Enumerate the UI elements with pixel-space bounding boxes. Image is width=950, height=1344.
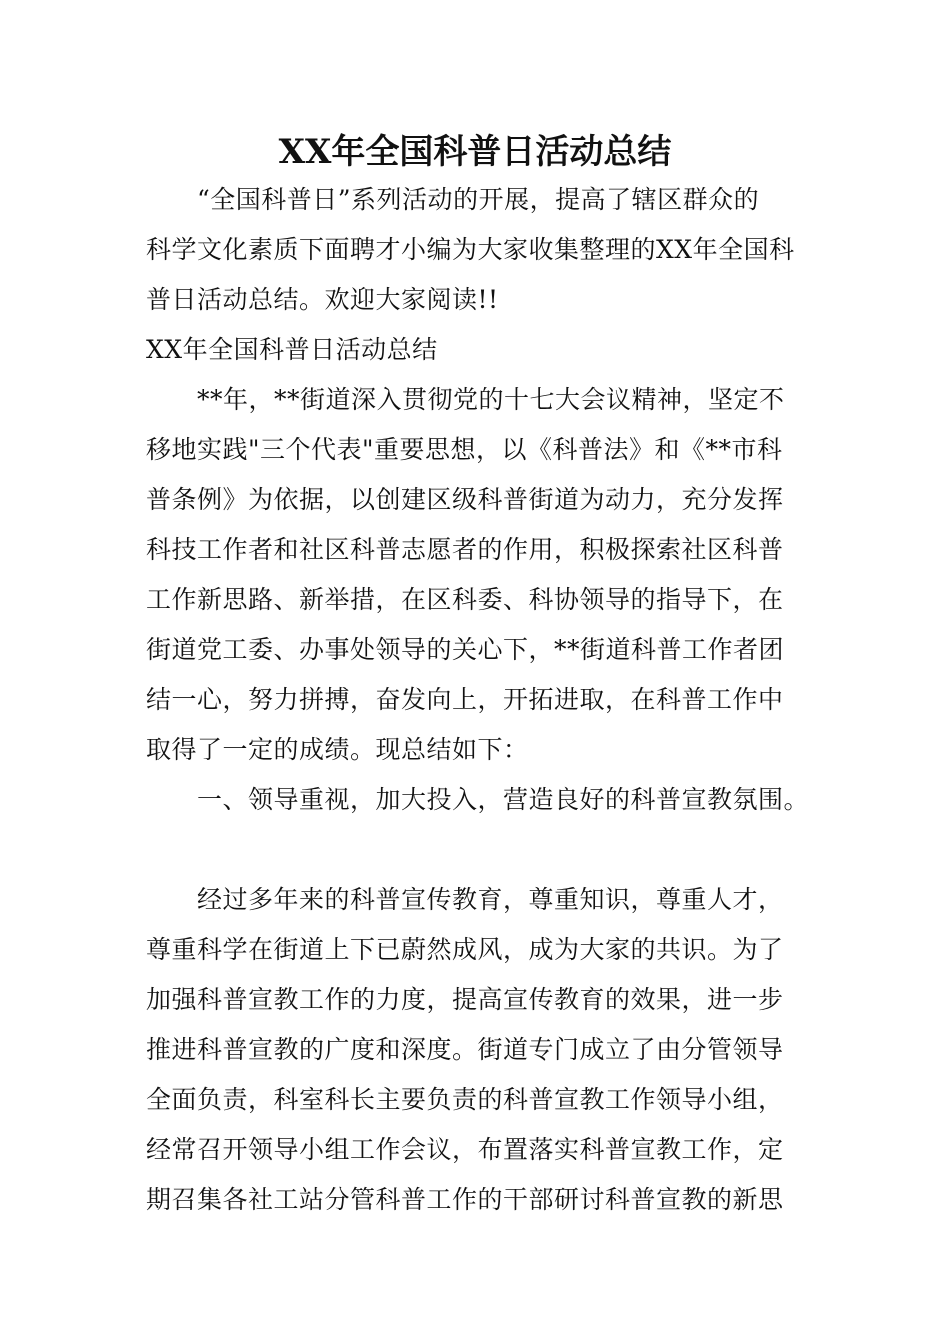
text-line: 经常召开领导小组工作会议，布置落实科普宣教工作，定: [146, 1135, 784, 1164]
text-line: 推进科普宣教的广度和深度。街道专门成立了由分管领导: [146, 1035, 784, 1064]
text-line: 结一心，努力拼搏，奋发向上，开拓进取，在科普工作中: [146, 685, 784, 714]
text-line: 全面负责，科室科长主要负责的科普宣教工作领导小组，: [146, 1085, 784, 1114]
text-line: 加强科普宣教工作的力度，提高宣传教育的效果，进一步: [146, 985, 784, 1014]
text-line: 工作新思路、新举措，在区科委、科协领导的指导下，在: [146, 585, 784, 614]
text-line: 普条例》为依据，以创建区级科普街道为动力，充分发挥: [146, 485, 784, 514]
text-line: 取得了一定的成绩。现总结如下：: [146, 735, 529, 764]
text-line: 移地实践"三个代表"重要思想，以《科普法》和《**市科: [146, 435, 783, 464]
text-line: 期召集各社工站分管科普工作的干部研讨科普宣教的新思: [146, 1185, 784, 1214]
text-line: 科学文化素质下面聘才小编为大家收集整理的XX年全国科: [146, 235, 795, 264]
text-line: 尊重科学在街道上下已蔚然成风，成为大家的共识。为了: [146, 935, 784, 964]
text-line: **年，**街道深入贯彻党的十七大会议精神，坚定不: [146, 385, 785, 414]
text-line: 普日活动总结。欢迎大家阅读!!: [146, 285, 499, 314]
text-line: 一、领导重视，加大投入，营造良好的科普宣教氛围。: [146, 785, 810, 814]
text-line: 经过多年来的科普宣传教育，尊重知识，尊重人才，: [146, 885, 784, 914]
text-line: XX年全国科普日活动总结: [146, 335, 438, 364]
text-line: 街道党工委、办事处领导的关心下，**街道科普工作者团: [146, 635, 785, 664]
text-line: 科技工作者和社区科普志愿者的作用，积极探索社区科普: [146, 535, 784, 564]
text-line: “全国科普日”系列活动的开展，提高了辖区群众的: [146, 185, 760, 214]
document-title: XX年全国科普日活动总结: [278, 132, 672, 172]
